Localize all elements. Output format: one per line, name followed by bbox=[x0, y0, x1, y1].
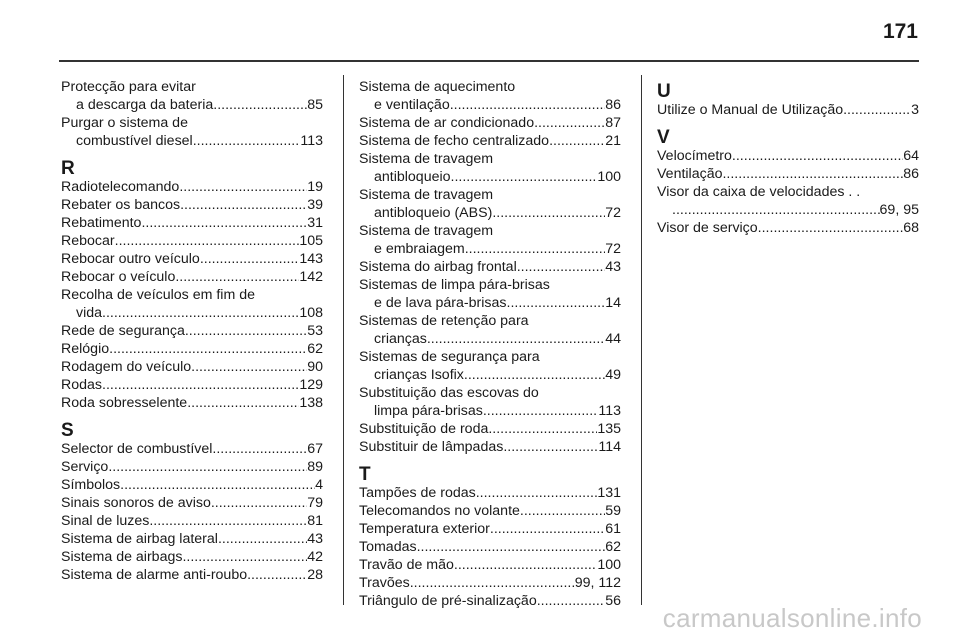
entry-label: Recolha de veículos em fim de bbox=[61, 287, 255, 303]
page-reference: 85 bbox=[307, 97, 323, 113]
entry-label: Tomadas bbox=[359, 539, 417, 555]
index-entry bbox=[61, 286, 323, 322]
page-reference: 14 bbox=[605, 295, 621, 311]
section-letter: S bbox=[61, 420, 74, 441]
dot-leader bbox=[410, 574, 575, 592]
dot-leader bbox=[520, 502, 605, 520]
entry-label: Travões bbox=[359, 575, 410, 591]
index-entry bbox=[657, 219, 919, 237]
index-entry bbox=[359, 258, 621, 276]
page-reference: 89 bbox=[307, 459, 323, 475]
dot-leader bbox=[490, 520, 605, 538]
dot-leader bbox=[476, 484, 598, 502]
page-reference: 90 bbox=[307, 359, 323, 375]
dot-leader bbox=[191, 358, 307, 376]
index-entry bbox=[657, 101, 919, 119]
index-entry bbox=[61, 394, 323, 412]
dot-leader bbox=[450, 96, 606, 114]
index-entry bbox=[359, 438, 621, 456]
entry-label: Sistema de airbags bbox=[61, 549, 183, 565]
entry-label: crianças Isofix bbox=[374, 367, 464, 383]
index-section bbox=[657, 128, 919, 237]
index-entry bbox=[61, 512, 323, 530]
dot-leader bbox=[102, 376, 299, 394]
index-entry bbox=[61, 250, 323, 268]
page-reference: 21 bbox=[605, 133, 621, 149]
page-reference: 68 bbox=[903, 220, 919, 236]
entry-label: Sistemas de segurança para bbox=[359, 349, 540, 365]
index-entry bbox=[359, 538, 621, 556]
page-reference: 49 bbox=[605, 367, 621, 383]
page-reference: 100 bbox=[597, 557, 621, 573]
dot-leader bbox=[464, 366, 605, 384]
page-reference: 72 bbox=[605, 241, 621, 257]
dot-leader bbox=[454, 556, 597, 574]
dot-leader bbox=[672, 201, 880, 219]
page-reference: 62 bbox=[307, 341, 323, 357]
page-reference: 142 bbox=[299, 269, 323, 285]
dot-leader bbox=[193, 132, 301, 150]
dot-leader bbox=[488, 420, 597, 438]
page-reference: 53 bbox=[307, 323, 323, 339]
page-reference: 31 bbox=[307, 215, 323, 231]
watermark: carmanualsonline.info bbox=[662, 603, 922, 633]
index-entry bbox=[359, 420, 621, 438]
index-entry bbox=[657, 147, 919, 165]
dot-leader bbox=[200, 250, 300, 268]
section-letter: R bbox=[61, 158, 75, 179]
dot-leader bbox=[483, 402, 599, 420]
index-entry bbox=[61, 566, 323, 584]
index-entry bbox=[61, 214, 323, 232]
page-reference: 87 bbox=[605, 115, 621, 131]
index-entry bbox=[61, 232, 323, 250]
index-section bbox=[657, 82, 919, 119]
index-entry bbox=[359, 574, 621, 592]
dot-leader bbox=[187, 394, 299, 412]
page-reference: 44 bbox=[605, 331, 621, 347]
page-reference: 69, 95 bbox=[879, 202, 919, 218]
entry-label: Sinal de luzes bbox=[61, 513, 150, 529]
entry-label: e embraiagem bbox=[374, 241, 465, 257]
dot-leader bbox=[149, 512, 307, 530]
page-reference: 64 bbox=[903, 148, 919, 164]
entry-label: Sistema de travagem bbox=[359, 223, 494, 239]
index-entry bbox=[359, 114, 621, 132]
dot-leader bbox=[108, 458, 307, 476]
entry-label: Substituição de roda bbox=[359, 421, 489, 437]
entry-label: Temperatura exterior bbox=[359, 521, 490, 537]
dot-leader bbox=[247, 566, 307, 584]
entry-label: antibloqueio bbox=[374, 169, 451, 185]
entry-label: limpa pára-brisas bbox=[374, 403, 483, 419]
dot-leader bbox=[722, 165, 903, 183]
page-reference: 131 bbox=[597, 485, 621, 501]
dot-leader bbox=[120, 476, 315, 494]
index-entry bbox=[359, 520, 621, 538]
dot-leader bbox=[534, 114, 605, 132]
index-column-3 bbox=[657, 78, 919, 246]
index-section bbox=[61, 159, 323, 412]
index-section bbox=[359, 78, 621, 456]
entry-label: Ventilação bbox=[657, 166, 723, 182]
entry-label: a descarga da bateria bbox=[76, 97, 214, 113]
page-reference: 81 bbox=[307, 513, 323, 529]
entry-label: Triângulo de pré-sinalização bbox=[359, 593, 537, 609]
index-entry bbox=[61, 196, 323, 214]
page-reference: 143 bbox=[299, 251, 323, 267]
entry-label: Sistema de alarme anti-roubo bbox=[61, 567, 248, 583]
index-entry bbox=[61, 376, 323, 394]
entry-label: Sistema de ar condicionado bbox=[359, 115, 535, 131]
index-entry bbox=[61, 476, 323, 494]
entry-label: Velocímetro bbox=[657, 148, 732, 164]
index-entry bbox=[359, 132, 621, 150]
header-rule bbox=[59, 60, 919, 62]
page-reference: 105 bbox=[299, 233, 323, 249]
page-reference: 79 bbox=[307, 495, 323, 511]
dot-leader bbox=[758, 219, 904, 237]
dot-leader bbox=[843, 101, 911, 119]
dot-leader bbox=[213, 96, 307, 114]
dot-leader bbox=[732, 147, 903, 165]
section-letter: V bbox=[657, 127, 670, 148]
entry-label: Travão de mão bbox=[359, 557, 454, 573]
entry-label: vida bbox=[76, 305, 103, 321]
index-entry bbox=[61, 458, 323, 476]
page-reference: 67 bbox=[307, 441, 323, 457]
entry-label: Relógio bbox=[61, 341, 110, 357]
entry-label: Sistema de airbag lateral bbox=[61, 531, 218, 547]
index-entry bbox=[359, 348, 621, 384]
page-reference: 43 bbox=[307, 531, 323, 547]
dot-leader bbox=[175, 268, 299, 286]
entry-label: Sistema de travagem bbox=[359, 187, 494, 203]
entry-label: Roda sobresselente bbox=[61, 395, 188, 411]
dot-leader bbox=[211, 494, 307, 512]
page-reference: 113 bbox=[300, 133, 323, 149]
dot-leader bbox=[180, 196, 307, 214]
index-entry bbox=[61, 340, 323, 358]
entry-label: Purgar o sistema de bbox=[61, 115, 188, 131]
entry-label: combustível diesel bbox=[76, 133, 193, 149]
dot-leader bbox=[218, 530, 307, 548]
index-section bbox=[359, 465, 621, 610]
index-entry bbox=[359, 150, 621, 186]
entry-label: Radiotelecomando bbox=[61, 179, 180, 195]
dot-leader bbox=[451, 168, 598, 186]
dot-leader bbox=[549, 132, 605, 150]
entry-label: Rebocar o veículo bbox=[61, 269, 176, 285]
entry-label: Utilize o Manual de Utilização bbox=[657, 102, 844, 118]
dot-leader bbox=[427, 330, 605, 348]
dot-leader bbox=[141, 214, 307, 232]
entry-label: Selector de combustível bbox=[61, 441, 213, 457]
index-entry bbox=[61, 78, 323, 114]
section-letter: T bbox=[359, 464, 371, 485]
page-reference: 86 bbox=[903, 166, 919, 182]
entry-label: crianças bbox=[374, 331, 427, 347]
entry-label: Rebater os bancos bbox=[61, 197, 181, 213]
index-entry bbox=[61, 268, 323, 286]
column-separator bbox=[641, 75, 642, 605]
entry-label: Sistemas de retenção para bbox=[359, 313, 529, 329]
dot-leader bbox=[212, 440, 307, 458]
index-entry bbox=[359, 222, 621, 258]
index-entry bbox=[61, 494, 323, 512]
page-reference: 114 bbox=[598, 439, 621, 455]
index-entry bbox=[359, 312, 621, 348]
index-entry bbox=[61, 548, 323, 566]
index-entry bbox=[61, 530, 323, 548]
dot-leader bbox=[417, 538, 606, 556]
entry-label: Rebocar outro veículo bbox=[61, 251, 200, 267]
entry-label: Rebatimento bbox=[61, 215, 142, 231]
entry-label: Sistema de fecho centralizado bbox=[359, 133, 550, 149]
page-reference: 42 bbox=[307, 549, 323, 565]
dot-leader bbox=[465, 240, 606, 258]
index-entry bbox=[61, 178, 323, 196]
index-entry bbox=[657, 183, 919, 219]
page-reference: 113 bbox=[598, 403, 621, 419]
dot-leader bbox=[492, 204, 605, 222]
page-number: 171 bbox=[882, 20, 918, 43]
page-reference: 59 bbox=[605, 503, 621, 519]
page-reference: 135 bbox=[597, 421, 621, 437]
index-entry bbox=[61, 114, 323, 150]
entry-label: Rede de segurança bbox=[61, 323, 185, 339]
entry-label: Rodas bbox=[61, 377, 103, 393]
dot-leader bbox=[115, 232, 300, 250]
dot-leader bbox=[185, 322, 307, 340]
index-entry bbox=[61, 322, 323, 340]
index-entry bbox=[61, 440, 323, 458]
entry-label: Sistema de aquecimento bbox=[359, 79, 516, 95]
page-reference: 100 bbox=[597, 169, 621, 185]
entry-label: Visor de serviço bbox=[657, 220, 758, 236]
index-section bbox=[61, 421, 323, 584]
page-reference: 99, 112 bbox=[574, 575, 621, 591]
entry-label: Sistema do airbag frontal bbox=[359, 259, 517, 275]
entry-label: Rodagem do veículo bbox=[61, 359, 192, 375]
index-entry bbox=[359, 384, 621, 420]
entry-label: Telecomandos no volante bbox=[359, 503, 520, 519]
entry-label: Visor da caixa de velocidades . . bbox=[657, 184, 861, 200]
index-column-1 bbox=[61, 78, 323, 593]
entry-label: Protecção para evitar bbox=[61, 79, 196, 95]
dot-leader bbox=[102, 304, 299, 322]
entry-label: Substituição das escovas do bbox=[359, 385, 539, 401]
page-reference: 61 bbox=[605, 521, 621, 537]
entry-label: e ventilação bbox=[374, 97, 450, 113]
page-reference: 72 bbox=[605, 205, 621, 221]
entry-label: Sinais sonoros de aviso bbox=[61, 495, 211, 511]
page-reference: 138 bbox=[299, 395, 323, 411]
index-entry bbox=[359, 592, 621, 610]
page-reference: 39 bbox=[307, 197, 323, 213]
page-reference: 28 bbox=[307, 567, 323, 583]
entry-label: Símbolos bbox=[61, 477, 121, 493]
section-letter: U bbox=[657, 81, 671, 102]
page-reference: 129 bbox=[299, 377, 323, 393]
index-entry bbox=[359, 276, 621, 312]
page-reference: 3 bbox=[911, 102, 919, 118]
entry-label: Sistemas de limpa pára-brisas bbox=[359, 277, 550, 293]
index-entry bbox=[359, 484, 621, 502]
dot-leader bbox=[517, 258, 605, 276]
page-reference: 56 bbox=[605, 593, 621, 609]
dot-leader bbox=[109, 340, 307, 358]
page-reference: 19 bbox=[307, 179, 323, 195]
index-entry bbox=[359, 502, 621, 520]
index-entry bbox=[657, 165, 919, 183]
dot-leader bbox=[507, 294, 606, 312]
page-reference: 43 bbox=[605, 259, 621, 275]
dot-leader bbox=[503, 438, 598, 456]
entry-label: e de lava pára-brisas bbox=[374, 295, 507, 311]
entry-label: antibloqueio (ABS) bbox=[374, 205, 493, 221]
entry-label: Tampões de rodas bbox=[359, 485, 476, 501]
dot-leader bbox=[537, 592, 606, 610]
index-entry bbox=[359, 556, 621, 574]
index-section bbox=[61, 78, 323, 150]
index-entry bbox=[61, 358, 323, 376]
entry-label: Serviço bbox=[61, 459, 109, 475]
dot-leader bbox=[182, 548, 307, 566]
entry-label: Rebocar bbox=[61, 233, 115, 249]
index-entry bbox=[359, 78, 621, 114]
index-entry bbox=[359, 186, 621, 222]
column-separator bbox=[343, 75, 344, 605]
entry-label: Substituir de lâmpadas bbox=[359, 439, 504, 455]
page-reference: 62 bbox=[605, 539, 621, 555]
page-reference: 86 bbox=[605, 97, 621, 113]
dot-leader bbox=[179, 178, 307, 196]
index-column-2 bbox=[359, 78, 621, 619]
entry-label: Sistema de travagem bbox=[359, 151, 494, 167]
page-reference: 108 bbox=[299, 305, 323, 321]
page-reference: 4 bbox=[315, 477, 323, 493]
